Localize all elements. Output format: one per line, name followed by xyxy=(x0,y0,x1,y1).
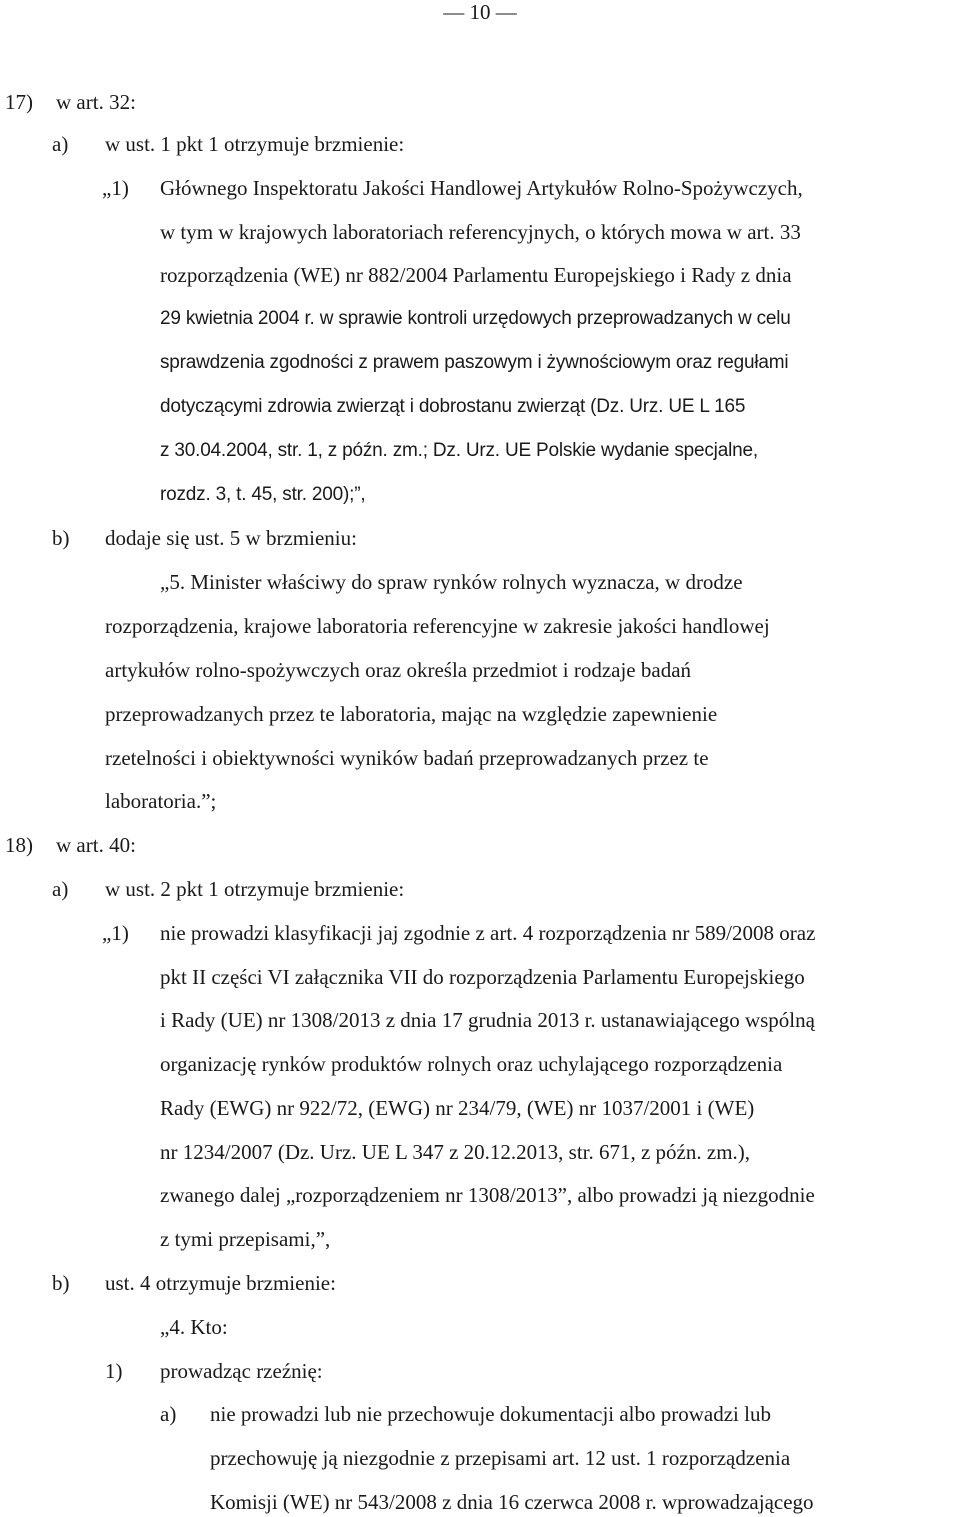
item-number-17: 17) xyxy=(5,90,33,114)
item-17-intro: w art. 32: xyxy=(56,90,136,114)
text-line: „4. Kto: xyxy=(160,1315,228,1339)
text-line: i Rady (UE) nr 1308/2013 z dnia 17 grudnia 2013 r. ustanawiającego wspólną xyxy=(160,1008,815,1032)
text-line: Komisji (WE) nr 543/2008 z dnia 16 czerwca 2008 r. wprowadzającego xyxy=(210,1490,814,1514)
letter-a-text: w ust. 2 pkt 1 otrzymuje brzmienie: xyxy=(105,877,405,901)
letter-a: a) xyxy=(52,877,69,901)
text-line: rozporządzenia, krajowe laboratoria referencyjne w zakresie jakości handlowej xyxy=(105,614,770,638)
letter-a-text: w ust. 1 pkt 1 otrzymuje brzmienie: xyxy=(105,132,405,156)
text-line: 29 kwietnia 2004 r. w sprawie kontroli urzędowych przeprowadzanych w celu xyxy=(160,308,791,329)
text-line: nie prowadzi lub nie przechowuje dokumentacji albo prowadzi lub xyxy=(210,1402,771,1426)
text-line: pkt II części VI załącznika VII do rozporządzenia Parlamentu Europejskiego xyxy=(160,965,805,989)
page-number: — 10 — xyxy=(443,0,517,24)
letter-b-text: dodaje się ust. 5 w brzmieniu: xyxy=(105,526,357,550)
letter-b-text: ust. 4 otrzymuje brzmienie: xyxy=(105,1271,336,1295)
letter-b: b) xyxy=(52,1271,70,1295)
letter-a: a) xyxy=(160,1402,177,1426)
quote-point-1: „1) xyxy=(102,176,129,200)
text-line: rozdz. 3, t. 45, str. 200);”, xyxy=(160,484,366,505)
text-line: dotyczącymi zdrowia zwierząt i dobrostanu zwierząt (Dz. Urz. UE L 165 xyxy=(160,396,746,417)
text-line: laboratoria.”; xyxy=(105,789,217,813)
letter-a: a) xyxy=(52,132,69,156)
text-line: w tym w krajowych laboratoriach referencyjnych, o których mowa w art. 33 xyxy=(160,220,801,244)
text-line: Głównego Inspektoratu Jakości Handlowej Artykułów Rolno-Spożywczych, xyxy=(160,176,803,200)
quote-point-1: „1) xyxy=(102,921,129,945)
text-line: przeprowadzanych przez te laboratoria, mając na względzie zapewnienie xyxy=(105,702,718,726)
text-line: Rady (EWG) nr 922/72, (EWG) nr 234/79, (WE) nr 1037/2001 i (WE) xyxy=(160,1096,755,1120)
text-line: z tymi przepisami,”, xyxy=(160,1227,331,1251)
text-line: sprawdzenia zgodności z prawem paszowym i żywnościowym oraz regułami xyxy=(160,352,789,373)
text-line: rzetelności i obiektywności wyników badań przeprowadzanych przez te xyxy=(105,746,709,770)
text-line: nr 1234/2007 (Dz. Urz. UE L 347 z 20.12.2013, str. 671, z późn. zm.), xyxy=(160,1140,751,1164)
text-line: prowadząc rzeźnię: xyxy=(160,1359,323,1383)
text-line: rozporządzenia (WE) nr 882/2004 Parlamentu Europejskiego i Rady z dnia xyxy=(160,263,792,287)
text-line: z 30.04.2004, str. 1, z późn. zm.; Dz. Urz. UE Polskie wydanie specjalne, xyxy=(160,440,758,461)
letter-b: b) xyxy=(52,526,70,550)
text-line: nie prowadzi klasyfikacji jaj zgodnie z art. 4 rozporządzenia nr 589/2008 oraz xyxy=(160,921,816,945)
text-line: przechowuję ją niezgodnie z przepisami art. 12 ust. 1 rozporządzenia xyxy=(210,1446,791,1470)
text-line: artykułów rolno-spożywczych oraz określa przedmiot i rodzaje badań xyxy=(105,658,692,682)
text-line: „5. Minister właściwy do spraw rynków rolnych wyznacza, w drodze xyxy=(160,570,743,594)
text-line: zwanego dalej „rozporządzeniem nr 1308/2013”, albo prowadzi ją niezgodnie xyxy=(160,1183,815,1207)
text-line: organizację rynków produktów rolnych oraz uchylającego rozporządzenia xyxy=(160,1052,783,1076)
item-number-18: 18) xyxy=(5,833,33,857)
point-number-1: 1) xyxy=(105,1359,123,1383)
item-18-intro: w art. 40: xyxy=(56,833,136,857)
